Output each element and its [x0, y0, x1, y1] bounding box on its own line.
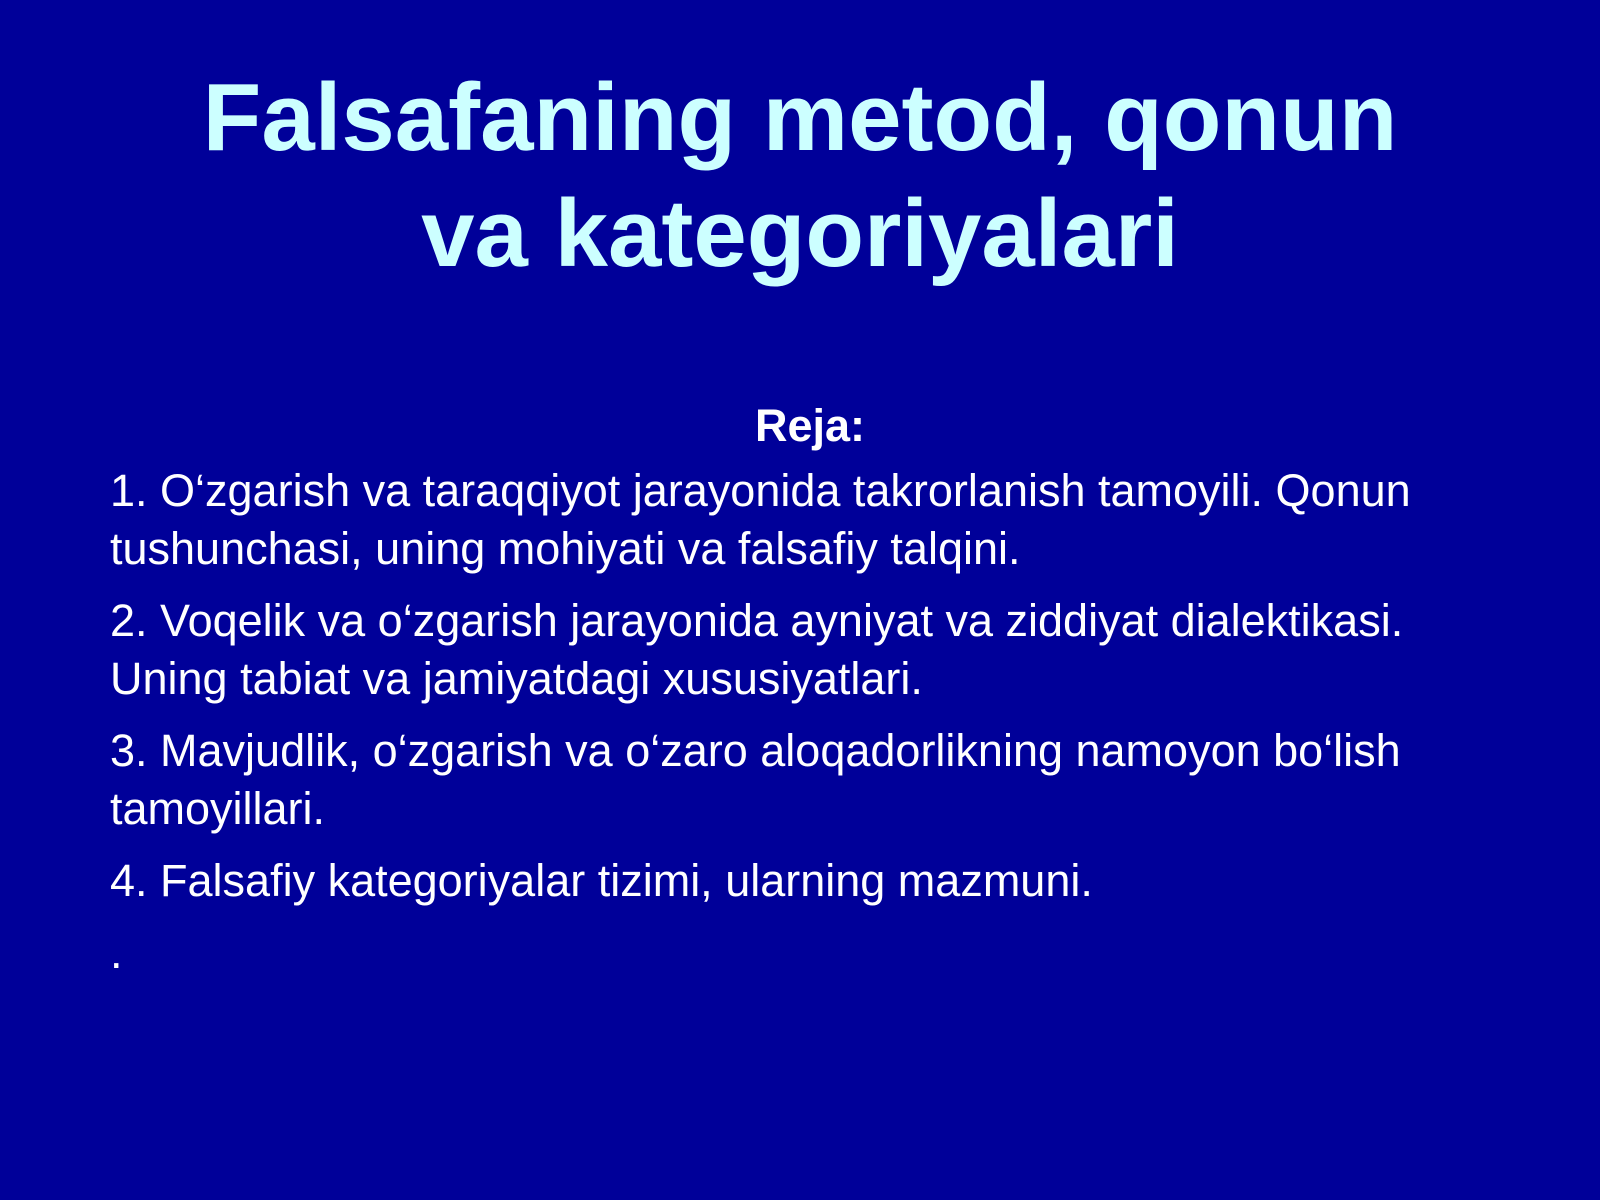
plan-item-1: 1. O‘zgarish va taraqqiyot jarayonida takrorlanish tamoyili. Qonun tushunchasi, uning mohiyati va falsafiy talqini. — [110, 465, 1411, 574]
plan-item-4: 4. Falsafiy kategoriyalar tizimi, ularning mazmuni. — [110, 855, 1093, 906]
plan-item-2: 2. Voqelik va o‘zgarish jarayonida ayniyat va ziddiyat dialektikasi. Uning tabiat va jamiyatdagi xususiyatlari. — [110, 595, 1404, 704]
plan-heading: Reja: — [754, 400, 866, 451]
slide-title-line-1: Falsafaning metod, qonun — [202, 64, 1398, 171]
slide-title — [0, 60, 1600, 292]
plan-item-3: 3. Mavjudlik, o‘zgarish va o‘zaro aloqadorlikning namoyon bo‘lish tamoyillari. — [110, 725, 1401, 834]
plan-section — [110, 398, 1530, 982]
slide-title-line-2: va kategoriyalari — [421, 180, 1179, 287]
trailing-dot: . — [110, 927, 123, 978]
